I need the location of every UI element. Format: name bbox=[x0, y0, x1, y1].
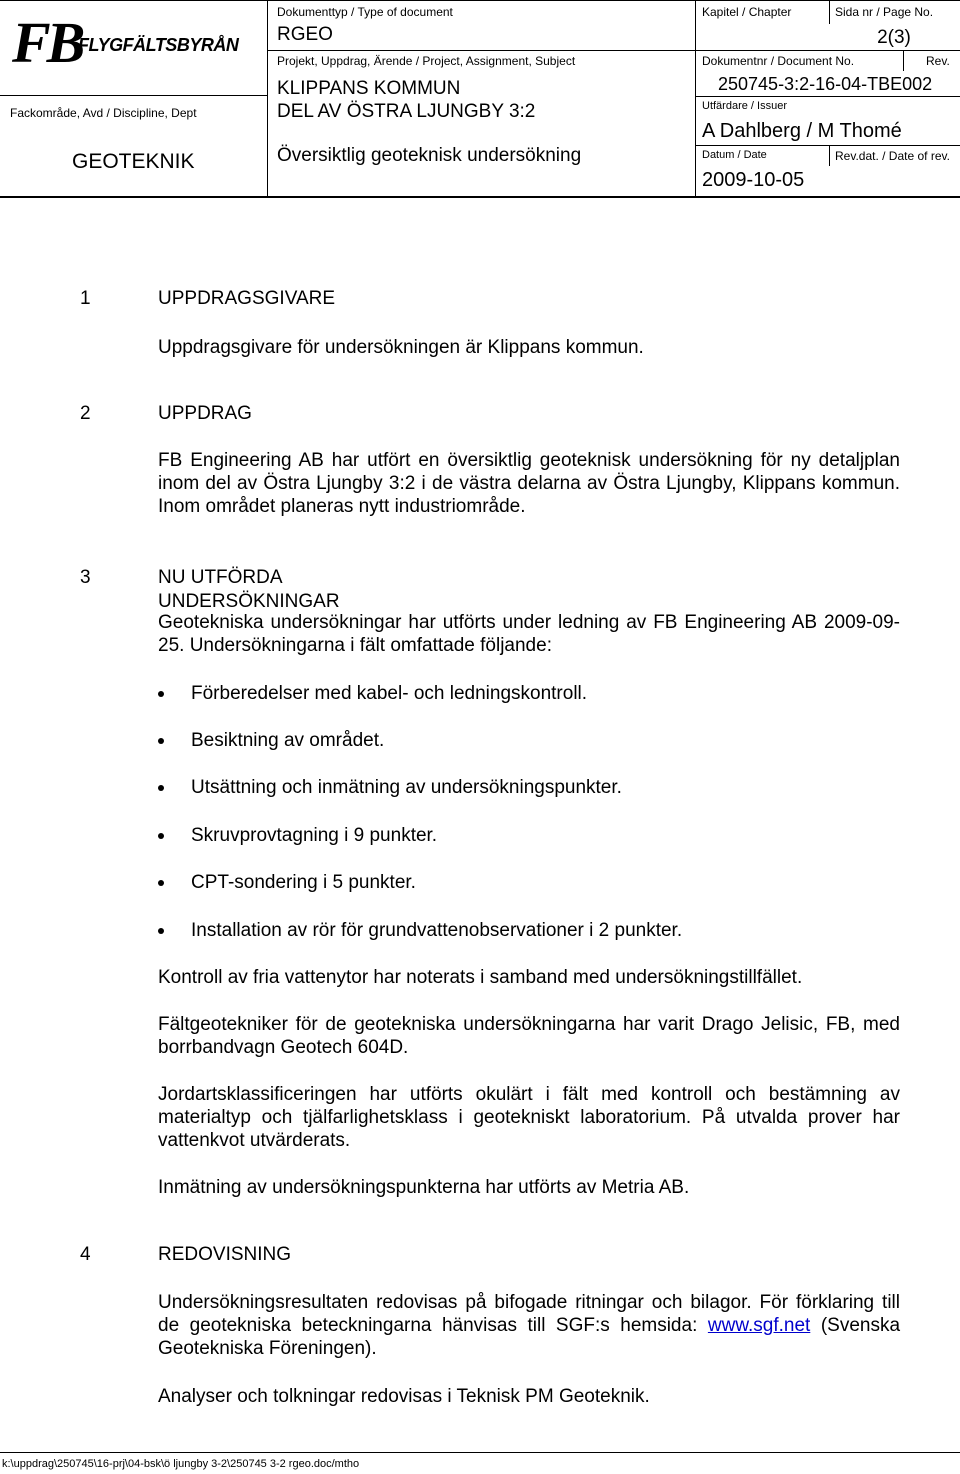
project-line-2: DEL AV ÖSTRA LJUNGBY 3:2 bbox=[277, 101, 536, 122]
header-divider-left bbox=[267, 0, 268, 197]
section-1-paragraph: Uppdragsgivare för undersökningen är Klippans kommun. bbox=[158, 337, 644, 358]
doctype-label: Dokumenttyp / Type of document bbox=[277, 5, 453, 19]
footer-file-path: k:\uppdrag\250745\16-prj\04-bsk\ö ljungby 3-2\250745 3-2 rgeo.doc/mtho bbox=[2, 1458, 360, 1470]
section-2-paragraph: FB Engineering AB har utfört en översiktlig geoteknisk undersökning för ny detaljplan inom del av Östra Ljungby 3:2 i de västra delarna av Östra Ljungby, Klippans kommun. Inom området planeras nytt industriområde. bbox=[158, 450, 900, 517]
section-title: UPPDRAGSGIVARE bbox=[158, 288, 336, 309]
company-name: FLYGFÄLTSBYRÅN bbox=[78, 35, 239, 55]
header-divider-rev bbox=[903, 51, 904, 71]
section-3-paragraph-classification: Jordartsklassificeringen har utförts okulärt i fält med kontroll och bestämning av materialtyp och tjälfarlighetsklass i geotekniskt laboratorium. På utvalda prover har vattenkvot utvärderats. bbox=[158, 1084, 900, 1151]
section-number: 1 bbox=[80, 288, 91, 309]
header-border-top bbox=[0, 0, 960, 1]
sgf-website-link[interactable]: www.sgf.net bbox=[707, 1315, 811, 1336]
docno-label: Dokumentnr / Document No. bbox=[702, 54, 855, 68]
bullet-icon bbox=[158, 928, 164, 934]
page-label: Sida nr / Page No. bbox=[835, 5, 934, 19]
header-row-line bbox=[268, 50, 960, 51]
project-label: Projekt, Uppdrag, Ärende / Project, Assignment, Subject bbox=[277, 54, 576, 68]
bullet-icon bbox=[158, 880, 164, 886]
bullet-icon bbox=[158, 785, 164, 791]
date-value: 2009-10-05 bbox=[702, 169, 805, 191]
doctype-value: RGEO bbox=[277, 24, 333, 45]
section-3-intro: Geotekniska undersökningar har utförts under ledning av FB Engineering AB 2009-09-25. Undersökningarna i fält omfattade följande: bbox=[158, 612, 900, 656]
header-logo-line bbox=[0, 95, 267, 96]
discipline-label: Fackområde, Avd / Discipline, Dept bbox=[10, 106, 197, 120]
header-date-line bbox=[696, 145, 960, 146]
logo-mark: FB bbox=[12, 10, 82, 75]
revdate-label: Rev.dat. / Date of rev. bbox=[835, 149, 950, 163]
docno-value: 250745-3:2-16-04-TBE002 bbox=[718, 74, 933, 94]
project-line-3: Översiktlig geoteknisk undersökning bbox=[277, 145, 582, 166]
section-number: 2 bbox=[80, 403, 91, 424]
footer-rule bbox=[0, 1452, 960, 1453]
section-4-paragraph-analysis: Analyser och tolkningar redovisas i Teknisk PM Geoteknik. bbox=[158, 1386, 650, 1407]
page-value: 2(3) bbox=[877, 27, 911, 48]
header-divider-revdate bbox=[829, 146, 830, 166]
bullet-icon bbox=[158, 738, 164, 744]
section-title: NU UTFÖRDA UNDERSÖKNINGAR bbox=[158, 567, 340, 612]
bullet-icon bbox=[158, 691, 164, 697]
section-3-paragraph-field: Fältgeotekniker för de geotekniska undersökningarna har varit Drago Jelisic, FB, med borrbandvagn Geotech 604D. bbox=[158, 1014, 900, 1058]
header-divider-page bbox=[829, 0, 830, 24]
section-title: REDOVISNING bbox=[158, 1244, 292, 1265]
section-4-paragraph: Undersökningsresultaten redovisas på bifogade ritningar och bilagor. För förklaring till de geotekniska beteckningarna hänvisas till SGF:s hemsida: www.sgf.net (Svenska Geotekniska Föreningen). bbox=[158, 1292, 901, 1359]
discipline-value: GEOTEKNIK bbox=[72, 150, 195, 173]
bullet-icon bbox=[158, 833, 164, 839]
header-issuer-line bbox=[696, 96, 960, 97]
section-number: 3 bbox=[80, 567, 91, 588]
section-3-paragraph-water: Kontroll av fria vattenytor har noterats i samband med undersökningstillfället. bbox=[158, 967, 803, 988]
date-label: Datum / Date bbox=[702, 149, 767, 161]
project-line-1: KLIPPANS KOMMUN bbox=[277, 78, 461, 99]
section-number: 4 bbox=[80, 1244, 91, 1265]
header-divider-right bbox=[695, 0, 696, 197]
rev-label: Rev. bbox=[926, 54, 950, 68]
issuer-value: A Dahlberg / M Thomé bbox=[702, 120, 902, 142]
section-title: UPPDRAG bbox=[158, 403, 252, 424]
header-border-bottom bbox=[0, 196, 960, 198]
chapter-label: Kapitel / Chapter bbox=[702, 5, 792, 19]
issuer-label: Utfärdare / Issuer bbox=[702, 100, 787, 112]
section-3-paragraph-survey: Inmätning av undersökningspunkterna har utförts av Metria AB. bbox=[158, 1177, 690, 1198]
